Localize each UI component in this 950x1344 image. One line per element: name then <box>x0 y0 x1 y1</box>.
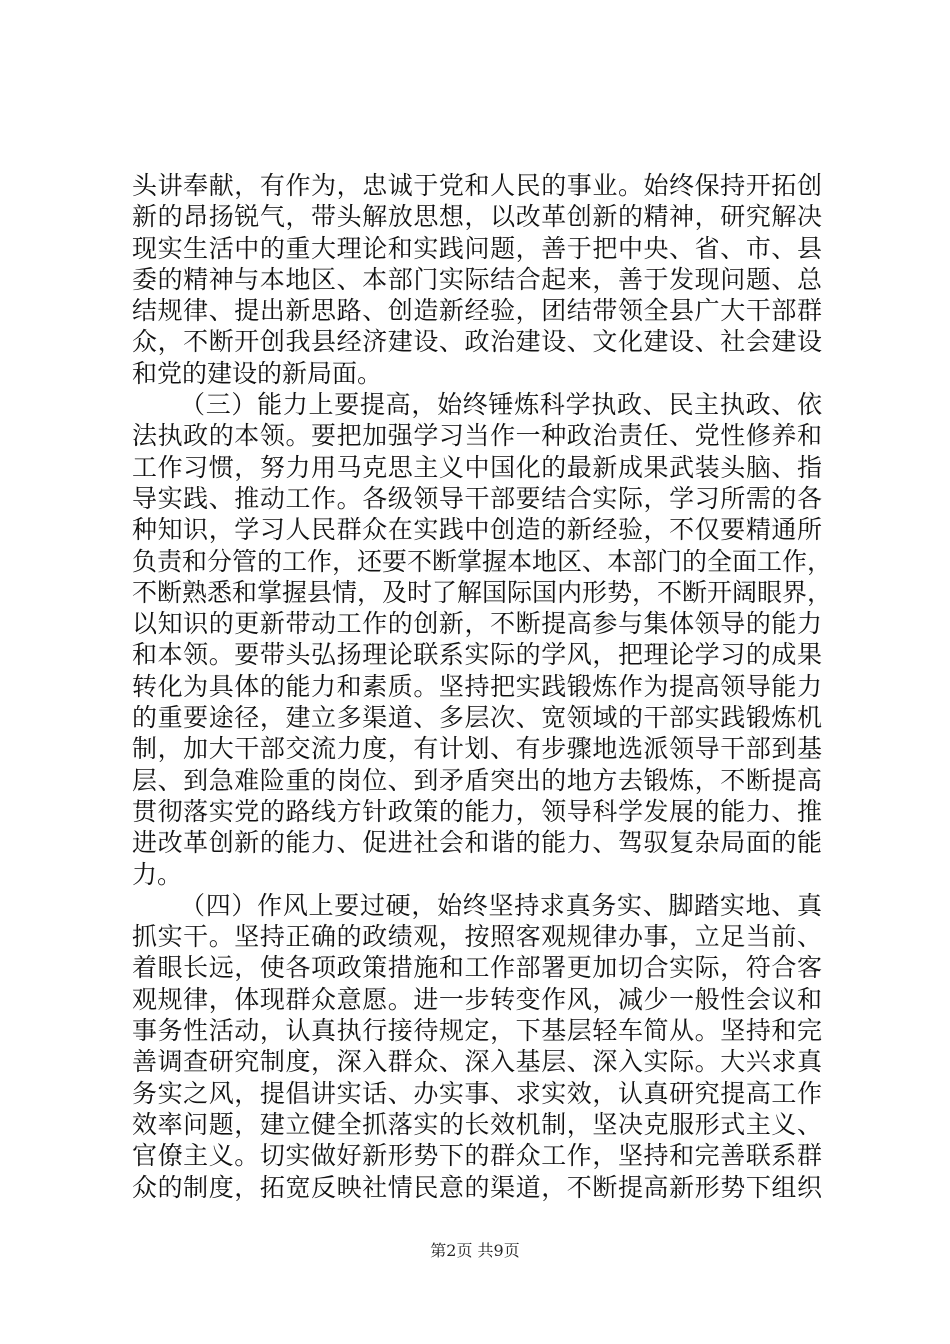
text-line: 观规律，体现群众意愿。进一步转变作风，减少一般性会议和 <box>132 984 822 1014</box>
text-line: 层、到急难险重的岗位、到矛盾突出的地方去锻炼，不断提高 <box>132 765 822 795</box>
body-text <box>132 170 833 1203</box>
text-line: 善调查研究制度，深入群众、深入基层、深入实际。大兴求真 <box>132 1047 822 1077</box>
text-line: 现实生活中的重大理论和实践问题，善于把中央、省、市、县 <box>132 233 822 263</box>
text-line: 制，加大干部交流力度，有计划、有步骤地选派领导干部到基 <box>132 734 822 764</box>
text-line: 众的制度，拓宽反映社情民意的渠道，不断提高新形势下组织 <box>132 1172 822 1202</box>
text-line: 的重要途径，建立多渠道、多层次、宽领域的干部实践锻炼机 <box>132 703 822 733</box>
text-line: 不断熟悉和掌握县情，及时了解国际国内形势，不断开阔眼界， <box>132 577 833 607</box>
text-line: 和党的建设的新局面。 <box>132 358 383 388</box>
text-line: 事务性活动，认真执行接待规定，下基层轻车简从。坚持和完 <box>132 1016 822 1046</box>
text-line: 种知识，学习人民群众在实践中创造的新经验，不仅要精通所 <box>132 515 822 545</box>
text-line: 新的昂扬锐气，带头解放思想，以改革创新的精神，研究解决 <box>132 202 822 232</box>
text-line: 效率问题，建立健全抓落实的长效机制，坚决克服形式主义、 <box>132 1109 822 1139</box>
text-line: 官僚主义。切实做好新形势下的群众工作，坚持和完善联系群 <box>132 1141 822 1171</box>
text-line: 众，不断开创我县经济建设、政治建设、文化建设、社会建设 <box>132 327 822 357</box>
text-line: 着眼长远，使各项政策措施和工作部署更加切合实际，符合客 <box>132 953 822 983</box>
paragraph-start-line: （三）能力上要提高，始终锤炼科学执政、民主执政、依 <box>180 390 822 420</box>
text-line: 贯彻落实党的路线方针政策的能力，领导科学发展的能力、推 <box>132 796 822 826</box>
text-line: 负责和分管的工作，还要不断掌握本地区、本部门的全面工作， <box>132 546 833 576</box>
text-line: 力。 <box>132 859 183 889</box>
text-line: 务实之风，提倡讲实话、办实事、求实效，认真研究提高工作 <box>132 1078 822 1108</box>
text-line: 抓实干。坚持正确的政绩观，按照客观规律办事，立足当前、 <box>132 922 822 952</box>
text-line: 导实践、推动工作。各级领导干部要结合实际，学习所需的各 <box>132 483 822 513</box>
text-line: 以知识的更新带动工作的创新，不断提高参与集体领导的能力 <box>132 609 822 639</box>
text-line: 委的精神与本地区、本部门实际结合起来，善于发现问题、总 <box>132 264 822 294</box>
text-line: 结规律、提出新思路、创造新经验，团结带领全县广大干部群 <box>132 296 822 326</box>
page-number-footer: 第2页 共9页 <box>430 1241 520 1260</box>
text-line: 工作习惯，努力用马克思主义中国化的最新成果武装头脑、指 <box>132 452 822 482</box>
text-line: 进改革创新的能力、促进社会和谐的能力、驾驭复杂局面的能 <box>132 828 822 858</box>
text-line: 转化为具体的能力和素质。坚持把实践锻炼作为提高领导能力 <box>132 671 822 701</box>
text-line: 和本领。要带头弘扬理论联系实际的学风，把理论学习的成果 <box>132 640 822 670</box>
text-line: 头讲奉献，有作为，忠诚于党和人民的事业。始终保持开拓创 <box>132 171 822 200</box>
paragraph-start-line: （四）作风上要过硬，始终坚持求真务实、脚踏实地、真 <box>180 890 822 920</box>
text-line: 法执政的本领。要把加强学习当作一种政治责任、党性修养和 <box>132 421 822 451</box>
